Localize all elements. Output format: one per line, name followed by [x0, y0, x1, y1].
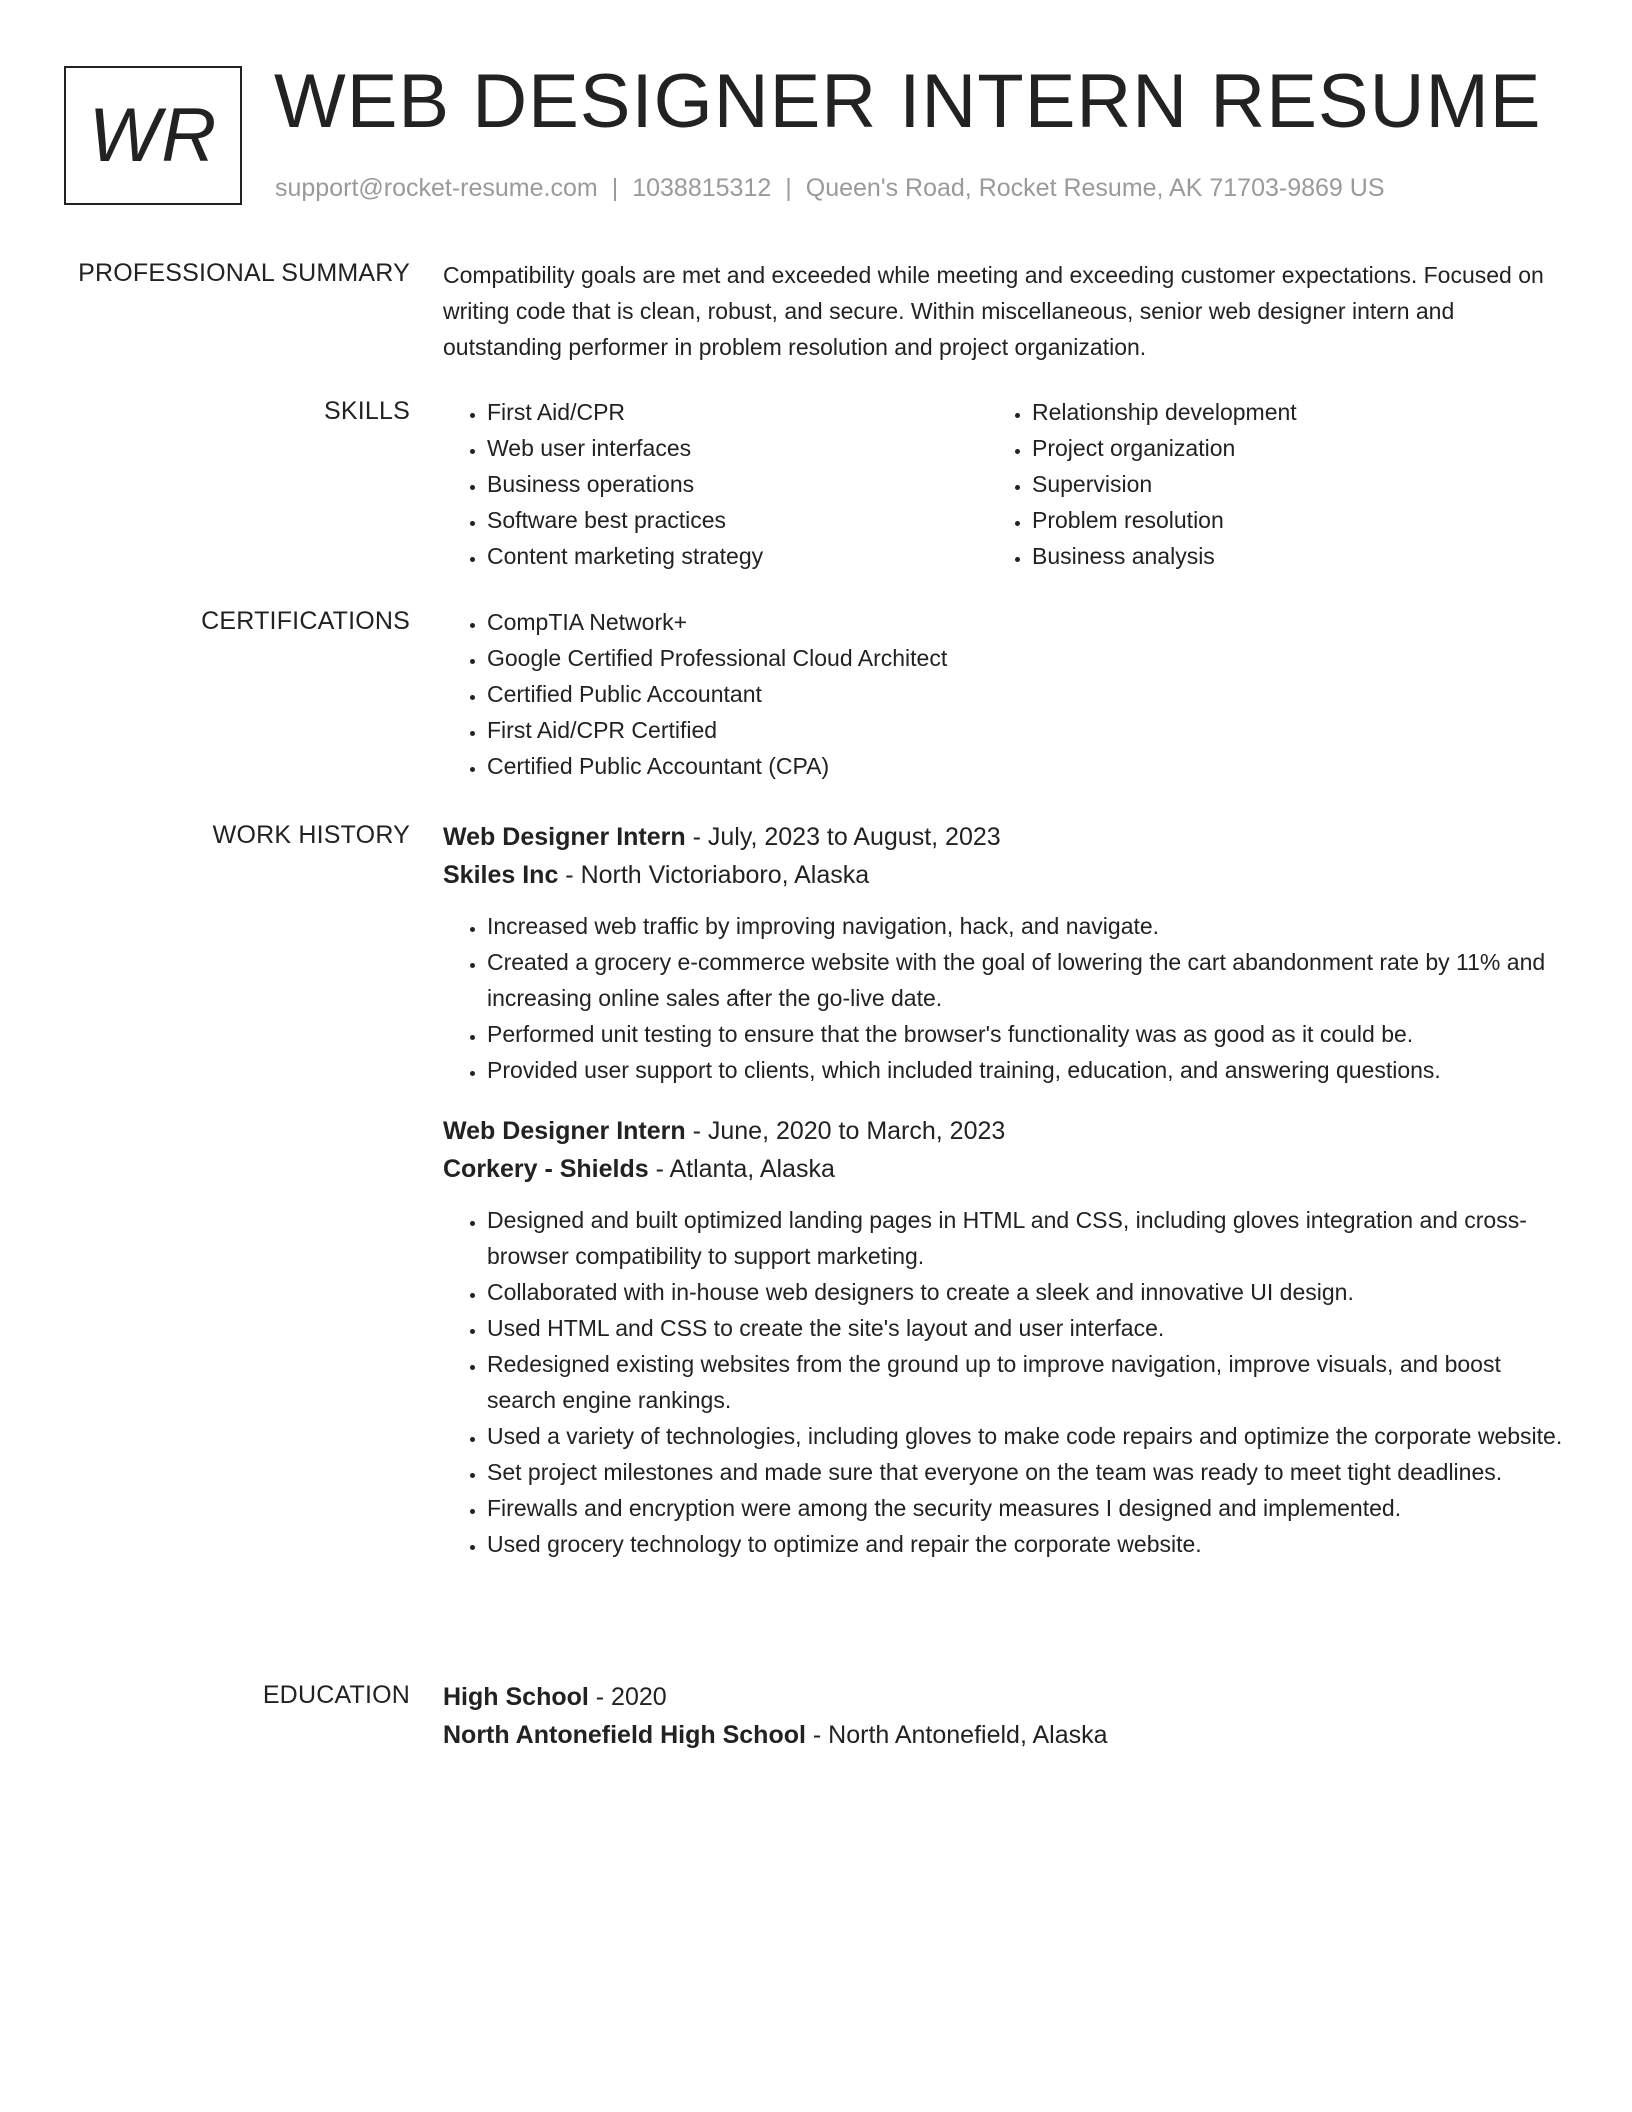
- job-title: Web Designer Intern: [443, 823, 686, 851]
- education-degree: High School: [443, 1683, 589, 1711]
- job-title: Web Designer Intern: [443, 1117, 686, 1145]
- job-title-line: [443, 818, 1563, 856]
- certification-item: • Certified Public Accountant: [487, 676, 1563, 712]
- skill-item: • Web user interfaces: [487, 430, 988, 466]
- contact-separator: |: [611, 174, 619, 202]
- certification-item: • CompTIA Network+: [487, 604, 1563, 640]
- job-entry: [443, 818, 1563, 1088]
- contact-separator: |: [785, 174, 792, 202]
- job-bullet: • Set project milestones and made sure that everyone on the team was ready to meet tight deadlines.: [487, 1454, 1563, 1490]
- contact-phone: 1038815312: [632, 174, 772, 202]
- job-location: - Atlanta, Alaska: [648, 1155, 835, 1183]
- job-bullet: • Collaborated with in-house web designers to create a sleek and innovative UI design.: [487, 1274, 1563, 1310]
- job-company: Corkery - Shields: [443, 1155, 649, 1183]
- page-title: WEB DESIGNER INTERN RESUME: [274, 59, 1542, 144]
- job-bullet: • Used a variety of technologies, including gloves to make code repairs and optimize the corporate website.: [487, 1418, 1563, 1454]
- certification-item: • First Aid/CPR Certified: [487, 712, 1563, 748]
- job-dates: - June, 2020 to March, 2023: [685, 1117, 1006, 1145]
- education-degree-line: [443, 1678, 1563, 1716]
- contact-line: [275, 172, 1385, 204]
- skills-list-left: [443, 394, 988, 574]
- job-bullet: • Designed and built optimized landing pages in HTML and CSS, including gloves integration and cross-browser compatibility to support marketing.: [487, 1202, 1563, 1274]
- job-title-line: [443, 1112, 1563, 1150]
- skill-item: • Problem resolution: [1032, 502, 1533, 538]
- skill-item: • Business operations: [487, 466, 988, 502]
- monogram-logo: WR: [64, 66, 242, 205]
- work-history-heading: WORK HISTORY: [212, 821, 410, 849]
- education-school: North Antonefield High School: [443, 1721, 806, 1749]
- skills-body: [443, 394, 1563, 574]
- job-dates: - July, 2023 to August, 2023: [685, 823, 1001, 851]
- certifications-body: [443, 604, 1563, 784]
- education-body: [443, 1678, 1563, 1754]
- summary-text: Compatibility goals are met and exceeded while meeting and exceeding customer expectations. Focused on writing code that is clean, robust, and secure. Within miscellaneous, senior web designer intern and outstanding performer in problem resolution and project organization.: [443, 262, 1544, 360]
- education-year: - 2020: [588, 1683, 667, 1711]
- skill-item: • Relationship development: [1032, 394, 1533, 430]
- skill-item: • Supervision: [1032, 466, 1533, 502]
- job-company: Skiles Inc: [443, 861, 559, 889]
- job-location: - North Victoriaboro, Alaska: [558, 861, 870, 889]
- certifications-heading: CERTIFICATIONS: [201, 607, 410, 635]
- job-company-line: [443, 856, 1563, 894]
- education-heading: EDUCATION: [262, 1681, 410, 1709]
- job-entry: [443, 1112, 1563, 1562]
- job-bullets: [443, 1202, 1563, 1562]
- job-bullet: • Increased web traffic by improving navigation, hack, and navigate.: [487, 908, 1563, 944]
- job-bullet: • Firewalls and encryption were among the security measures I designed and implemented.: [487, 1490, 1563, 1526]
- education-location: - North Antonefield, Alaska: [805, 1721, 1108, 1749]
- skills-heading: SKILLS: [324, 397, 410, 425]
- work-history-body: [443, 818, 1563, 1562]
- certifications-list: [443, 604, 1563, 784]
- education-school-line: [443, 1716, 1563, 1754]
- summary-body: [443, 257, 1563, 365]
- contact-address: Queen's Road, Rocket Resume, AK 71703-9869 US: [805, 174, 1385, 202]
- skill-item: • Project organization: [1032, 430, 1533, 466]
- job-bullet: • Performed unit testing to ensure that the browser's functionality was as good as it could be.: [487, 1016, 1563, 1052]
- job-bullet: • Provided user support to clients, which included training, education, and answering questions.: [487, 1052, 1563, 1088]
- skill-item: • Content marketing strategy: [487, 538, 988, 574]
- summary-heading: PROFESSIONAL SUMMARY: [78, 259, 410, 287]
- skills-column-right: [988, 394, 1533, 574]
- skills-column-left: [443, 394, 988, 574]
- job-bullet: • Created a grocery e-commerce website with the goal of lowering the cart abandonment rate by 11% and increasing online sales after the go-live date.: [487, 944, 1563, 1016]
- job-bullet: • Redesigned existing websites from the ground up to improve navigation, improve visuals, and boost search engine rankings.: [487, 1346, 1563, 1418]
- skill-item: • Software best practices: [487, 502, 988, 538]
- skill-item: • First Aid/CPR: [487, 394, 988, 430]
- skills-list-right: [988, 394, 1533, 574]
- job-bullet: • Used grocery technology to optimize and repair the corporate website.: [487, 1526, 1563, 1562]
- certification-item: • Certified Public Accountant (CPA): [487, 748, 1563, 784]
- contact-email: support@rocket-resume.com: [275, 174, 598, 202]
- job-bullet: • Used HTML and CSS to create the site's layout and user interface.: [487, 1310, 1563, 1346]
- certification-item: • Google Certified Professional Cloud Architect: [487, 640, 1563, 676]
- skills-columns: [443, 394, 1563, 574]
- skill-item: • Business analysis: [1032, 538, 1533, 574]
- job-company-line: [443, 1150, 1563, 1188]
- job-bullets: [443, 908, 1563, 1088]
